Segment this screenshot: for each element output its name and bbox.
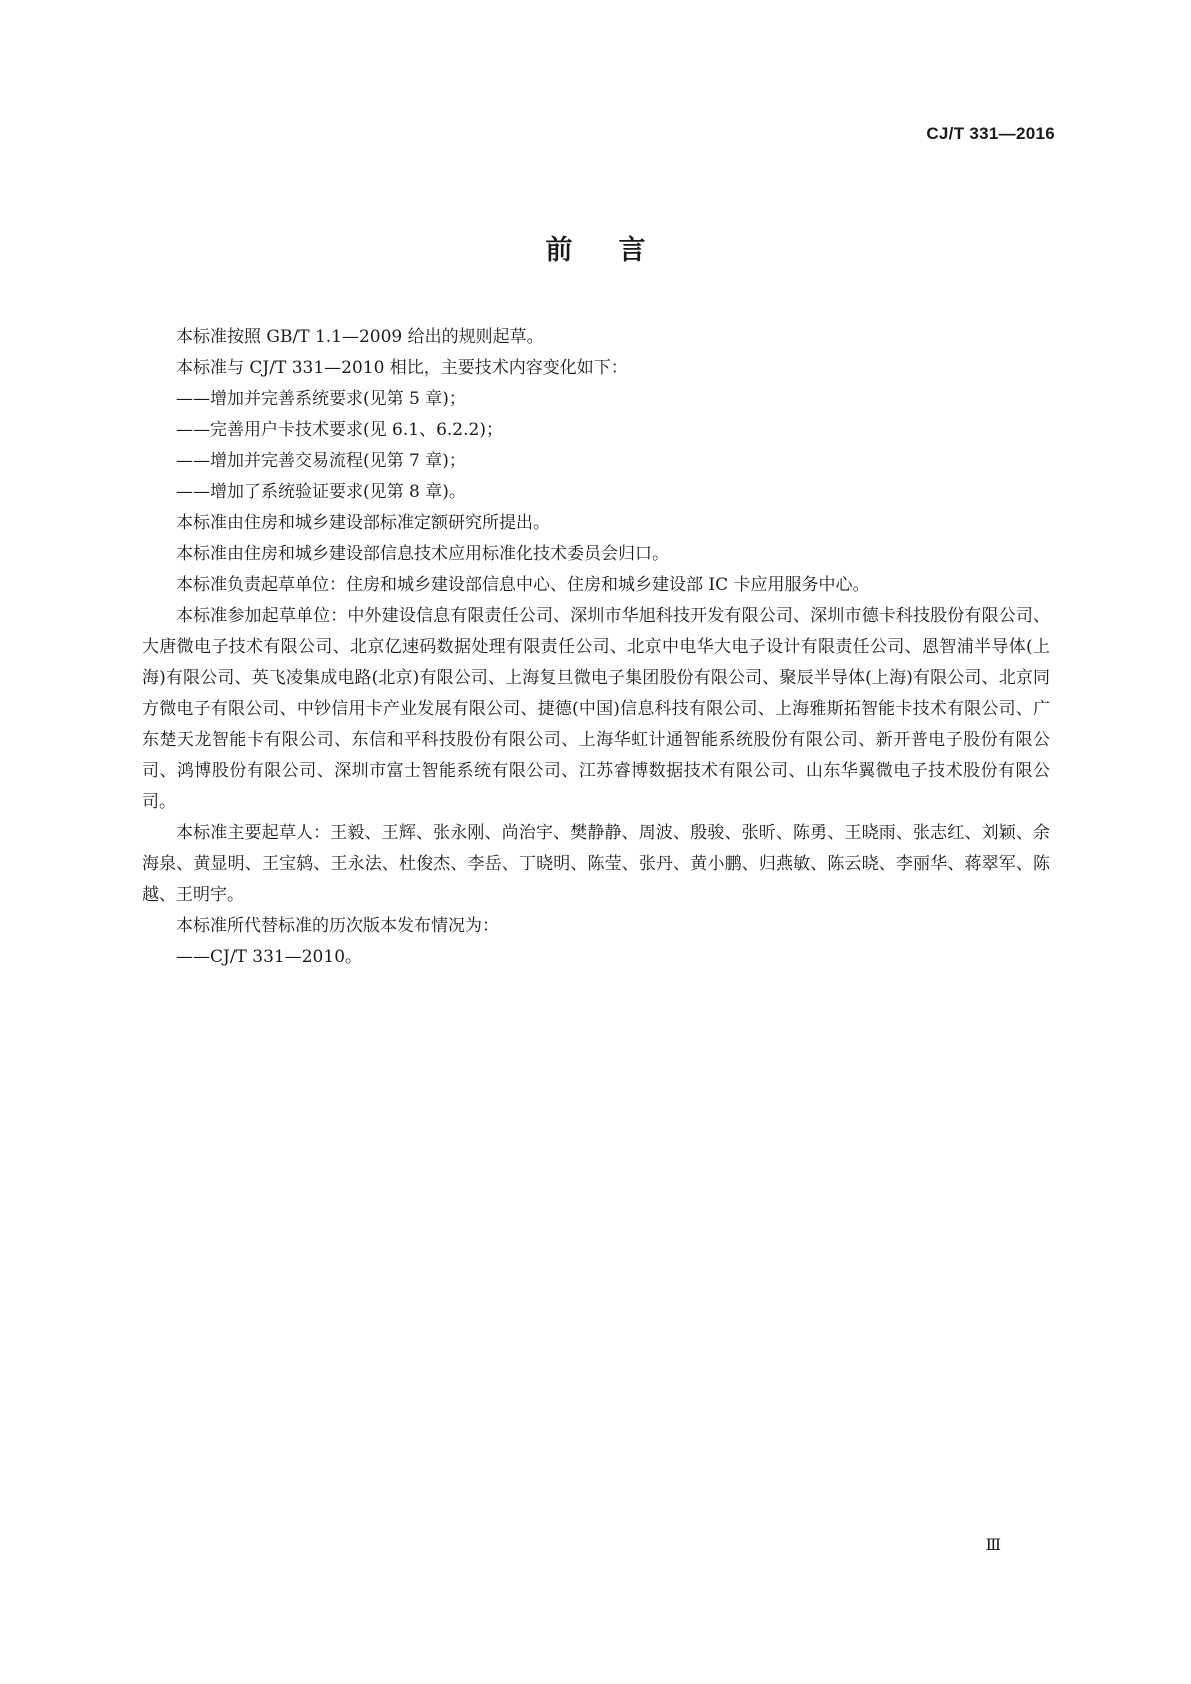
change-list-item: ——增加并完善系统要求(见第 5 章)；	[176, 389, 466, 409]
page-title	[0, 228, 1191, 267]
standard-code: CJ/T 331—2016	[926, 124, 1055, 143]
change-list-item: ——增加了系统验证要求(见第 8 章)。	[176, 482, 466, 502]
drafting-units-paragraph: 本标准参加起草单位：中外建设信息有限责任公司、深圳市华旭科技开发有限公司、深圳市德卡科技股份有限公司、大唐微电子技术有限公司、北京亿速码数据处理有限责任公司、北京中电华大电子设计有限责任公司、恩智浦半导体(上海)有限公司、英飞凌集成电路(北京)有限公司、上海复旦微电子集团股份有限公司、聚辰半导体(上海)有限公司、北京同方微电子有限公司、中钞信用卡产业发展有限公司、捷德(中国)信息科技有限公司、上海雅斯拓智能卡技术有限公司、广东楚天龙智能卡有限公司、东信和平科技股份有限公司、上海华虹计通智能系统股份有限公司、新开普电子股份有限公司、鸿博股份有限公司、深圳市富士智能系统有限公司、江苏睿博数据技术有限公司、山东华翼微电子技术股份有限公司。	[142, 606, 1050, 812]
title-char-1: 前	[545, 235, 573, 266]
history-list-item: ——CJ/T 331—2010。	[176, 947, 363, 967]
paragraph: 本标准由住房和城乡建设部信息技术应用标准化技术委员会归口。	[176, 544, 669, 564]
paragraph: 本标准按照 GB/T 1.1—2009 给出的规则起草。	[176, 327, 544, 347]
page-number: Ⅲ	[985, 1535, 1001, 1554]
paragraph: 本标准所代替标准的历次版本发布情况为：	[176, 916, 499, 936]
foreword-body	[142, 322, 1050, 973]
paragraph: 本标准与 CJ/T 331—2010 相比，主要技术内容变化如下：	[176, 358, 628, 378]
change-list-item: ——完善用户卡技术要求(见 6.1、6.2.2)；	[176, 420, 503, 440]
title-char-2: 言	[618, 235, 646, 266]
drafters-paragraph: 本标准主要起草人：王毅、王辉、张永刚、尚治宇、樊静静、周波、殷骏、张昕、陈勇、王晓雨、张志红、刘颖、余海泉、黄显明、王宝鸫、王永法、杜俊杰、李岳、丁晓明、陈莹、张丹、黄小鹏、归燕敏、陈云晓、李丽华、蒋翠军、陈越、王明宇。	[142, 823, 1050, 905]
paragraph: 本标准负责起草单位：住房和城乡建设部信息中心、住房和城乡建设部 IC 卡应用服务中心。	[176, 575, 870, 595]
paragraph: 本标准由住房和城乡建设部标准定额研究所提出。	[176, 513, 550, 533]
change-list-item: ——增加并完善交易流程(见第 7 章)；	[176, 451, 466, 471]
